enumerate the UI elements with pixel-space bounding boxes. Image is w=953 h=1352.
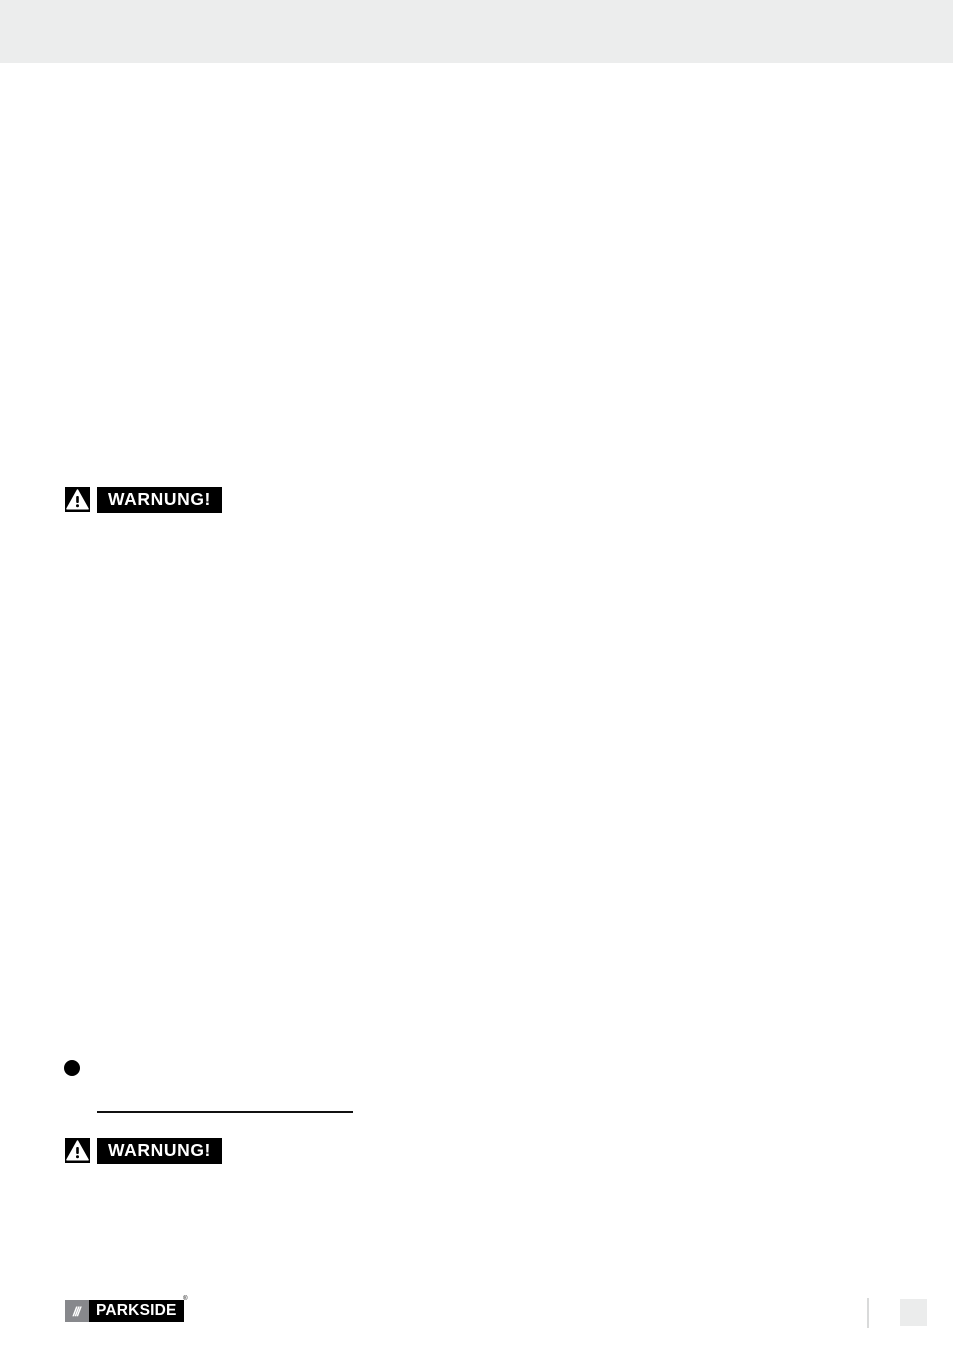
warning-label: WARNUNG! bbox=[97, 1138, 222, 1164]
warning-label: WARNUNG! bbox=[97, 487, 222, 513]
blank-underline bbox=[97, 1111, 353, 1113]
warning-triangle-icon bbox=[65, 487, 90, 512]
warning-block-1 bbox=[65, 487, 222, 513]
registered-trademark-icon: ® bbox=[183, 1296, 188, 1302]
warning-block-2 bbox=[65, 1138, 222, 1164]
logo-slashes-icon: /// bbox=[65, 1300, 89, 1322]
footer-divider-line bbox=[867, 1298, 869, 1328]
parkside-logo bbox=[65, 1296, 188, 1322]
bullet-icon bbox=[64, 1060, 80, 1076]
page-top-band bbox=[0, 0, 953, 63]
page-number-box bbox=[900, 1299, 927, 1326]
logo-brand-name: PARKSIDE bbox=[89, 1300, 184, 1322]
warning-triangle-icon bbox=[65, 1138, 90, 1163]
